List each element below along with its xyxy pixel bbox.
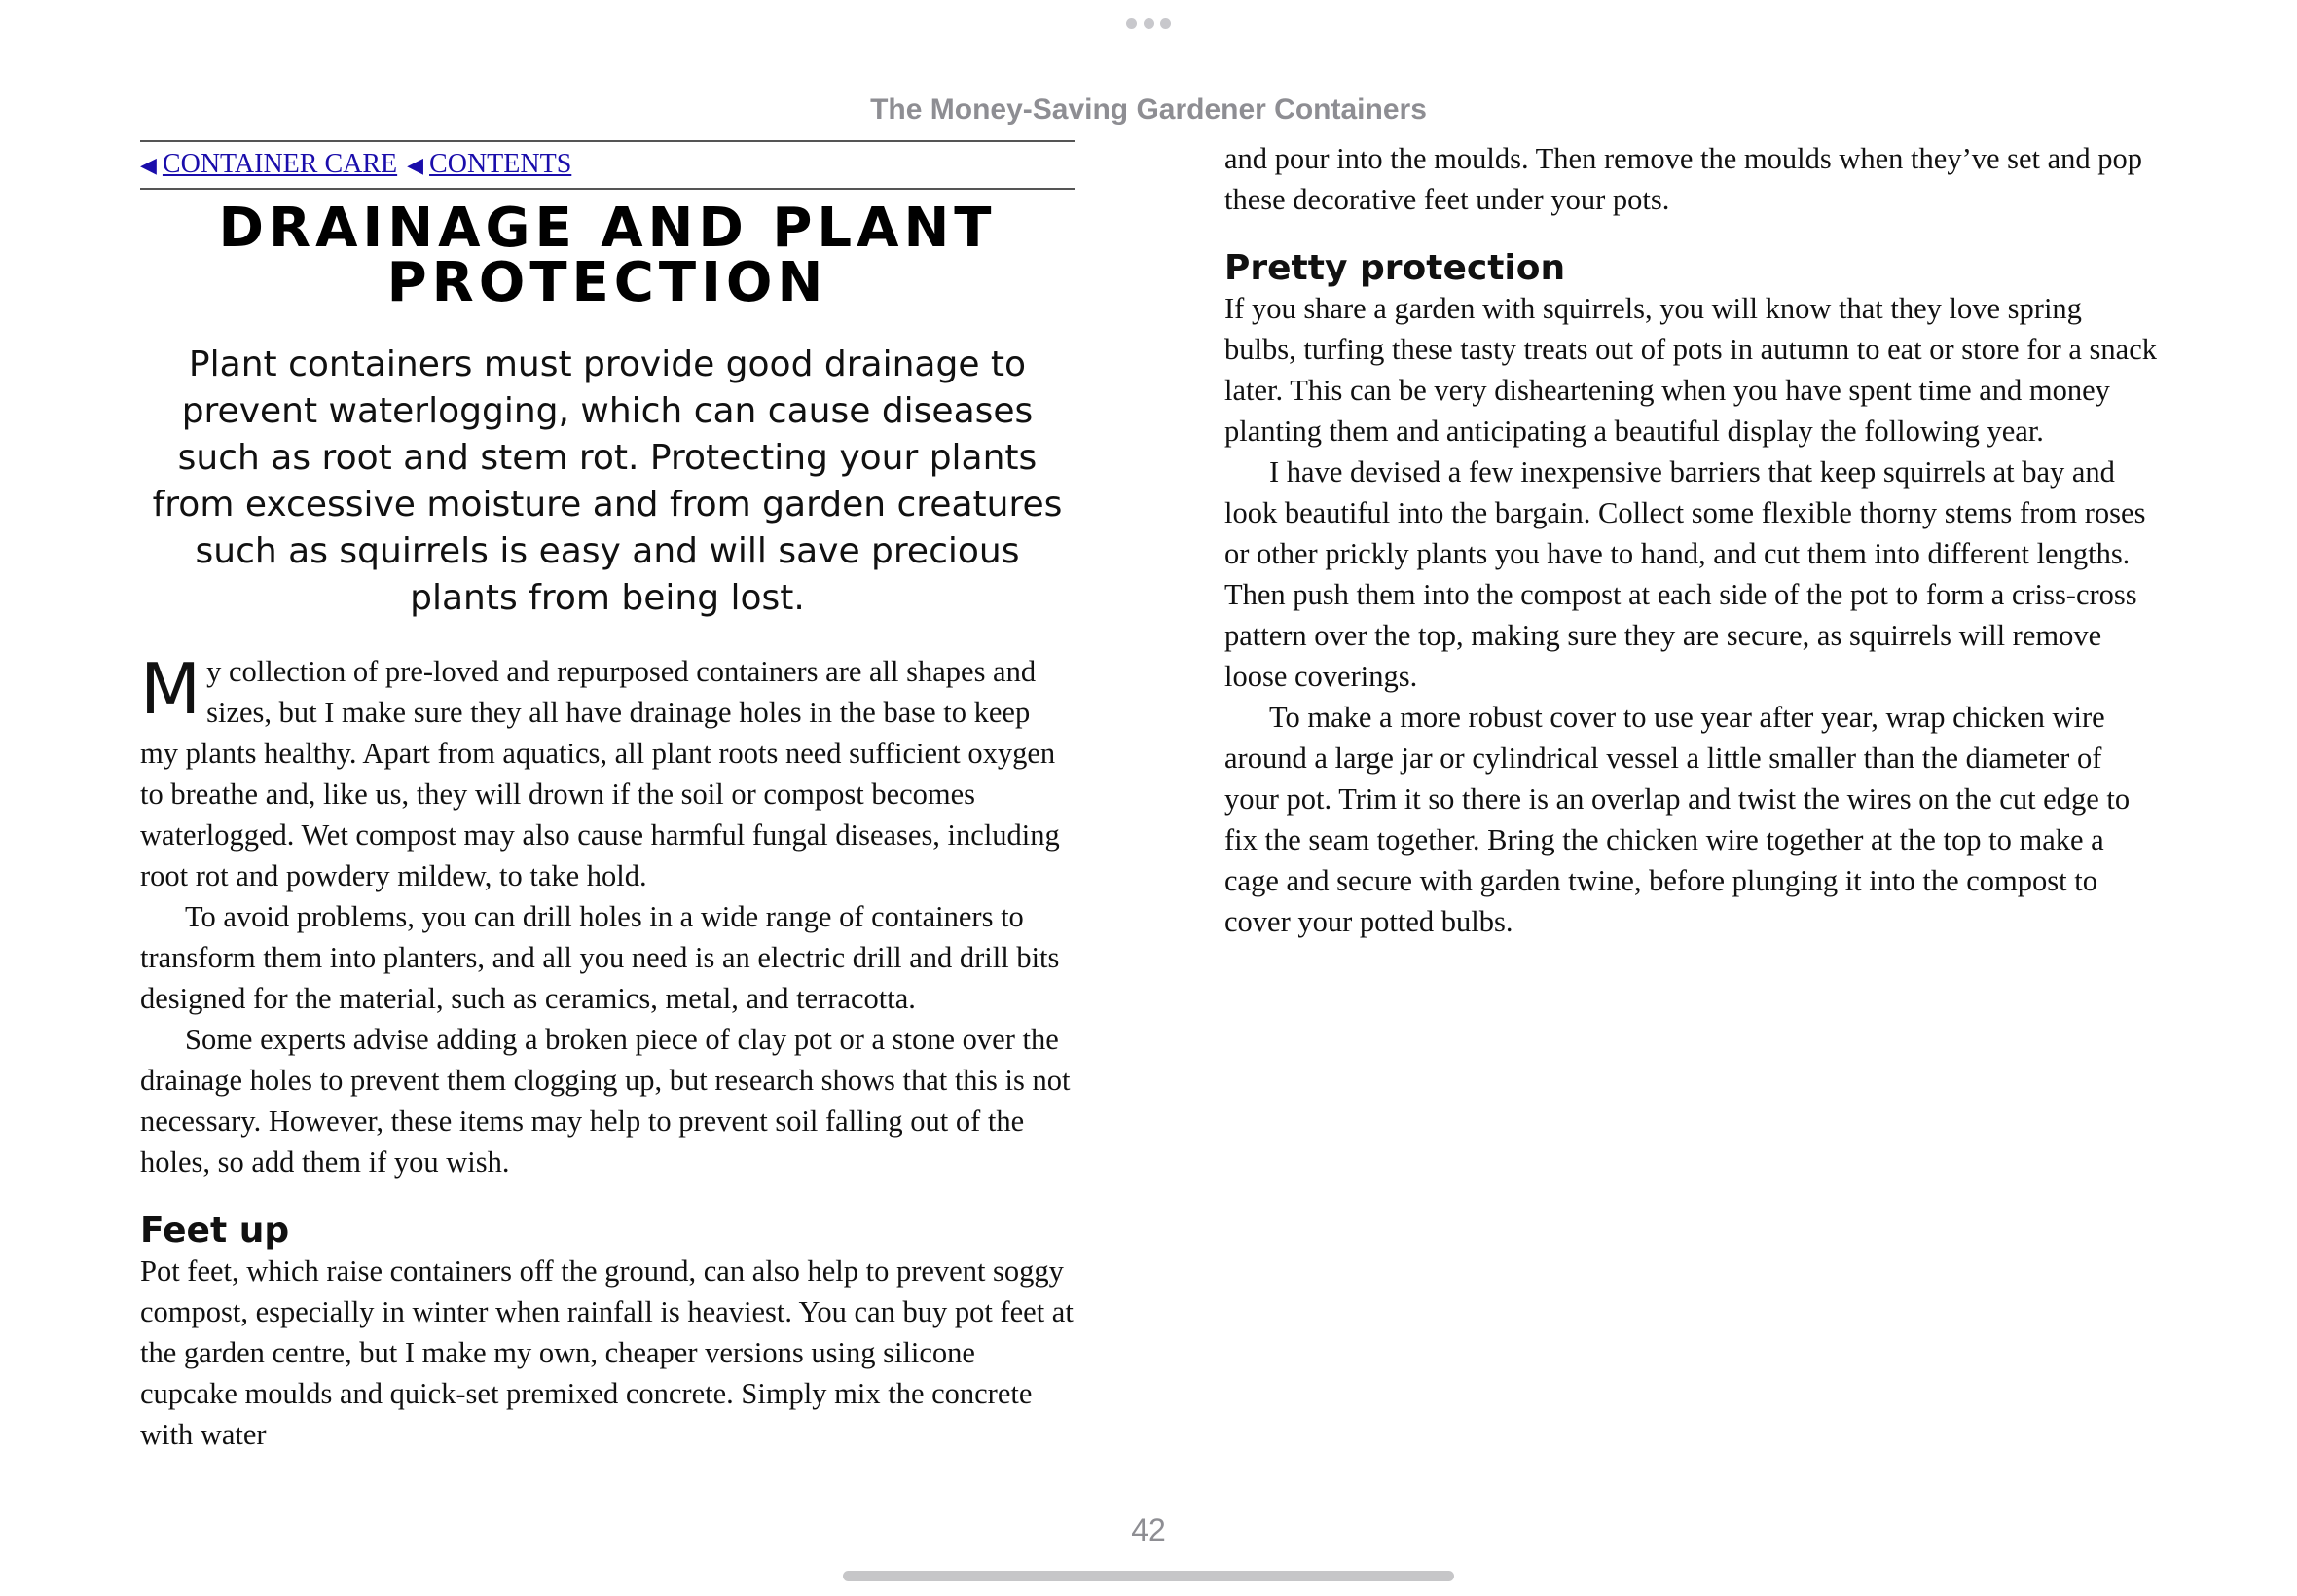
left-page — [140, 140, 1075, 1455]
home-indicator[interactable] — [843, 1571, 1454, 1581]
back-arrow-icon: ◀ — [407, 154, 424, 178]
handle-dot — [1144, 18, 1154, 29]
contents-link[interactable]: CONTENTS — [429, 149, 572, 179]
paragraph-text: y collection of pre-loved and repurposed containers are all shapes and sizes, but I make sure they all have drainage holes in the base to keep my plants healthy. Apart from aquatics, all plant roots need sufficient oxygen to breathe and, like us, they will drown if the soil or compost becomes waterlogged. Wet compost may also cause harmful fungal diseases, including root rot and powdery mildew, to take hold. — [140, 655, 1060, 892]
body-paragraph: I have devised a few inexpensive barriers that keep squirrels at bay and look beautiful into the bargain. Collect some flexible thorny stems from roses or other prickly plants you have to hand, and cut them into different lengths. Then push them into the compost at each side of the pot to form a criss-cross pattern over the top, making sure they are secure, as squirrels will remove loose coverings. — [1224, 455, 2146, 693]
handle-dot — [1160, 18, 1171, 29]
handle-dot — [1126, 18, 1137, 29]
chapter-intro: Plant containers must provide good drainage to prevent waterlogging, which can cause diseases such as root and stem rot. Protecting your plants from excessive moisture and from garden creatures such as squirrels is easy and will save precious plants from being lost. — [152, 345, 1063, 618]
body-paragraph: To avoid problems, you can drill holes in a wide range of containers to transform them into planters, and all you need is an electric drill and drill bits designed for the material, such as ceramics, metal, and terracotta. — [140, 900, 1060, 1015]
body-paragraph: If you share a garden with squirrels, you will know that they love spring bulbs, turfing these tasty treats out of pots in autumn to eat or store for a snack later. This can be very disheartening when you have spent time and money planting them and anticipating a beautiful display the following year. — [1224, 292, 2157, 448]
drop-cap: M — [140, 648, 201, 730]
body-paragraph: Some experts advise adding a broken piece of clay pot or a stone over the drainage holes to prevent them clogging up, but research shows that this is not necessary. However, these items may help to prevent soil falling out of the holes, so add them if you wish. — [140, 1023, 1071, 1179]
section-heading-pretty-protection: Pretty protection — [1224, 248, 1566, 288]
chapter-title: DRAINAGE AND PLANT PROTECTION — [218, 197, 997, 314]
window-more-handle[interactable] — [1126, 18, 1171, 29]
section-heading-feet-up: Feet up — [140, 1211, 290, 1251]
chapter-navigation — [140, 140, 1075, 190]
body-paragraph: and pour into the moulds. Then remove the moulds when they’ve set and pop these decorative feet under your pots. — [1224, 142, 2143, 216]
body-paragraph: Pot feet, which raise containers off the ground, can also help to prevent soggy compost, especially in winter when rainfall is heaviest. You can buy pot feet at the garden centre, but I make my own, cheaper versions using silicone cupcake moulds and quick-set premixed concrete. Simply mix the concrete with water — [140, 1254, 1074, 1451]
book-title: The Money-Saving Gardener Containers — [870, 93, 1427, 126]
body-paragraph: To make a more robust cover to use year after year, wrap chicken wire around a large jar or cylindrical vessel a little smaller than the diameter of your pot. Trim it so there is an overlap and twist the wires on the cut edge to fix the seam together. Bring the chicken wire together at the top to make a cage and secure with garden twine, before plunging it into the compost to cover your potted bulbs. — [1224, 701, 2131, 938]
back-arrow-icon: ◀ — [140, 154, 157, 178]
right-page — [1224, 138, 2161, 942]
body-paragraph — [140, 648, 1075, 896]
container-care-link[interactable]: CONTAINER CARE — [162, 149, 398, 179]
page-number: 42 — [1131, 1512, 1166, 1547]
